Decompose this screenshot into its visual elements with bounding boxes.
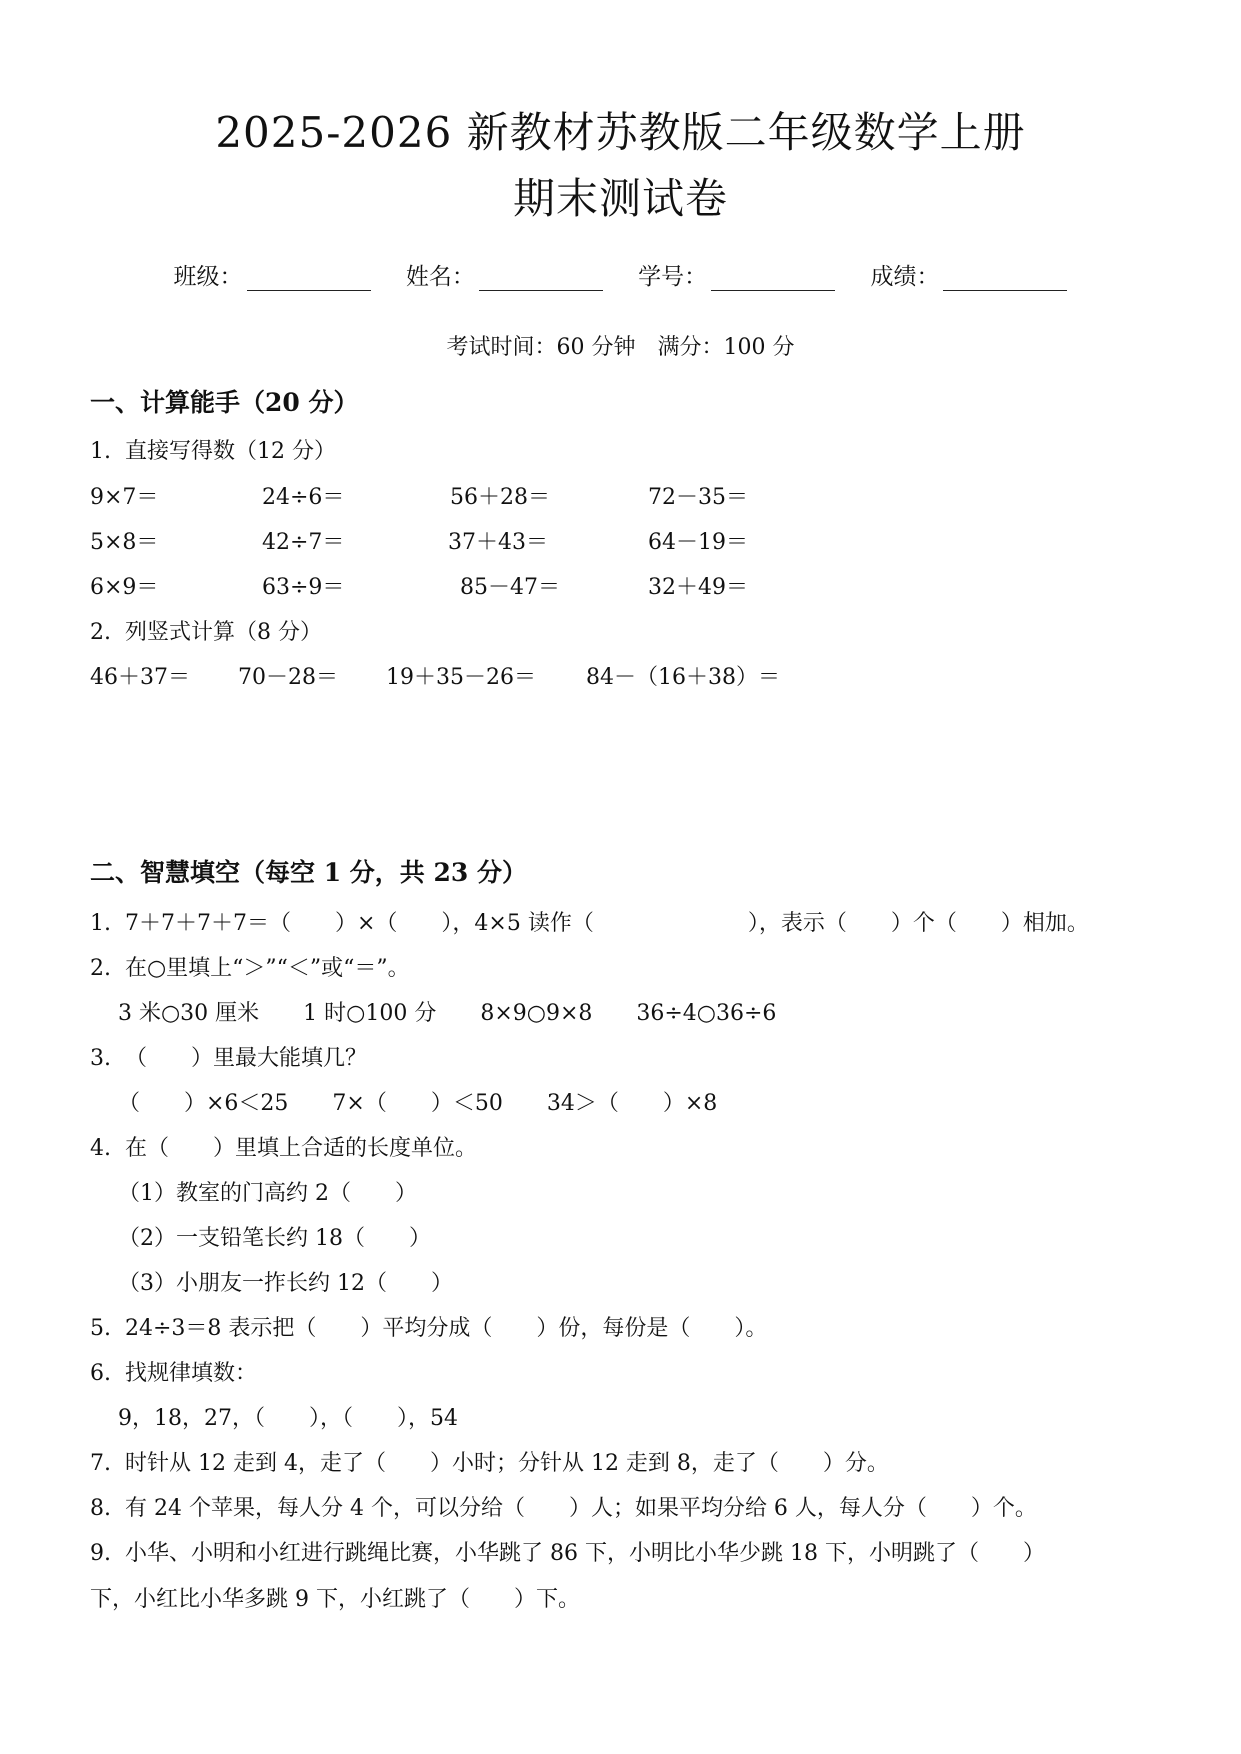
q2-label: 2. 列竖式计算（8 分） <box>90 620 322 645</box>
fill-blank-line: 8. 有 24 个苹果，每人分 4 个，可以分给（ ）人；如果平均分给 6 人，每人分（ ）个。 <box>90 1496 1037 1521</box>
section2-heading: 二、智慧填空（每空 1 分，共 23 分） <box>90 858 528 887</box>
score-label: 成绩： <box>870 264 940 290</box>
calc-item: 6×9＝ <box>90 575 159 600</box>
student-info-row <box>0 258 1241 291</box>
calc-item: 9×7＝ <box>90 485 159 510</box>
q1-label: 1. 直接写得数（12 分） <box>90 439 336 464</box>
class-label: 班级： <box>173 264 243 290</box>
calc-item: 56＋28＝ <box>450 485 550 510</box>
vertical-calc-item: 46＋37＝ <box>90 665 190 690</box>
fill-blank-line: 6. 找规律填数： <box>90 1361 257 1386</box>
name-field[interactable] <box>406 258 603 291</box>
fill-blank-line: 9. 小华、小明和小红进行跳绳比赛，小华跳了 86 下，小明比小华少跳 18 下，小明跳了（ ） <box>90 1541 1045 1566</box>
fill-blank-line: （3）小朋友一拃长约 12（ ） <box>90 1271 453 1296</box>
fill-blank-line: 1. 7＋7＋7＋7＝（ ）×（ ），4×5 读作（ ），表示（ ）个（ ）相加。 <box>90 911 1089 936</box>
fill-blank-line: 2. 在○里填上“＞”“＜”或“＝”。 <box>90 956 410 981</box>
fill-blank-line: 3. （ ）里最大能填几？ <box>90 1046 367 1071</box>
calc-item: 85－47＝ <box>460 575 560 600</box>
section1-heading: 一、计算能手（20 分） <box>90 388 359 417</box>
calc-item: 64－19＝ <box>648 530 748 555</box>
calc-item: 32＋49＝ <box>648 575 748 600</box>
class-field[interactable] <box>174 258 371 291</box>
fill-blank-line: （2）一支铅笔长约 18（ ） <box>90 1226 431 1251</box>
class-blank[interactable] <box>247 268 371 291</box>
fill-blank-line: 9，18，27，（ ），（ ），54 <box>90 1406 458 1431</box>
score-blank[interactable] <box>943 268 1067 291</box>
calc-item: 24÷6＝ <box>262 485 345 510</box>
fill-blank-line: 4. 在（ ）里填上合适的长度单位。 <box>90 1136 477 1161</box>
vertical-calc-item: 19＋35－26＝ <box>386 665 536 690</box>
score-field[interactable] <box>870 258 1067 291</box>
fill-blank-line: 下，小红比小华多跳 9 下，小红跳了（ ）下。 <box>90 1587 580 1612</box>
exam-title: 2025-2026 新教材苏教版二年级数学上册 <box>215 108 1026 157</box>
student-id-field[interactable] <box>638 258 835 291</box>
name-label: 姓名： <box>405 264 475 290</box>
fill-blank-line: 5. 24÷3＝8 表示把（ ）平均分成（ ）份，每份是（ ）。 <box>90 1316 768 1341</box>
exam-subtitle: 期末测试卷 <box>512 174 728 223</box>
calc-item: 72－35＝ <box>648 485 748 510</box>
fill-blank-line: （1）教室的门高约 2（ ） <box>90 1181 417 1206</box>
calc-item: 5×8＝ <box>90 530 159 555</box>
name-blank[interactable] <box>479 268 603 291</box>
vertical-calc-item: 70－28＝ <box>238 665 338 690</box>
student-id-blank[interactable] <box>711 268 835 291</box>
fill-blank-line: （ ）×6＜25 7×（ ）＜50 34＞（ ）×8 <box>90 1091 718 1116</box>
calc-item: 42÷7＝ <box>262 530 345 555</box>
fill-blank-line: 7. 时针从 12 走到 4，走了（ ）小时；分针从 12 走到 8，走了（ ）分。 <box>90 1451 889 1476</box>
vertical-calc-item: 84－（16＋38）＝ <box>586 665 780 690</box>
exam-time-info: 考试时间：60 分钟 满分：100 分 <box>446 335 795 360</box>
calc-item: 63÷9＝ <box>262 575 345 600</box>
calc-item: 37＋43＝ <box>448 530 548 555</box>
fill-blank-line: 3 米○30 厘米 1 时○100 分 8×9○9×8 36÷4○36÷6 <box>90 1001 777 1026</box>
student-id-label: 学号： <box>638 264 708 290</box>
